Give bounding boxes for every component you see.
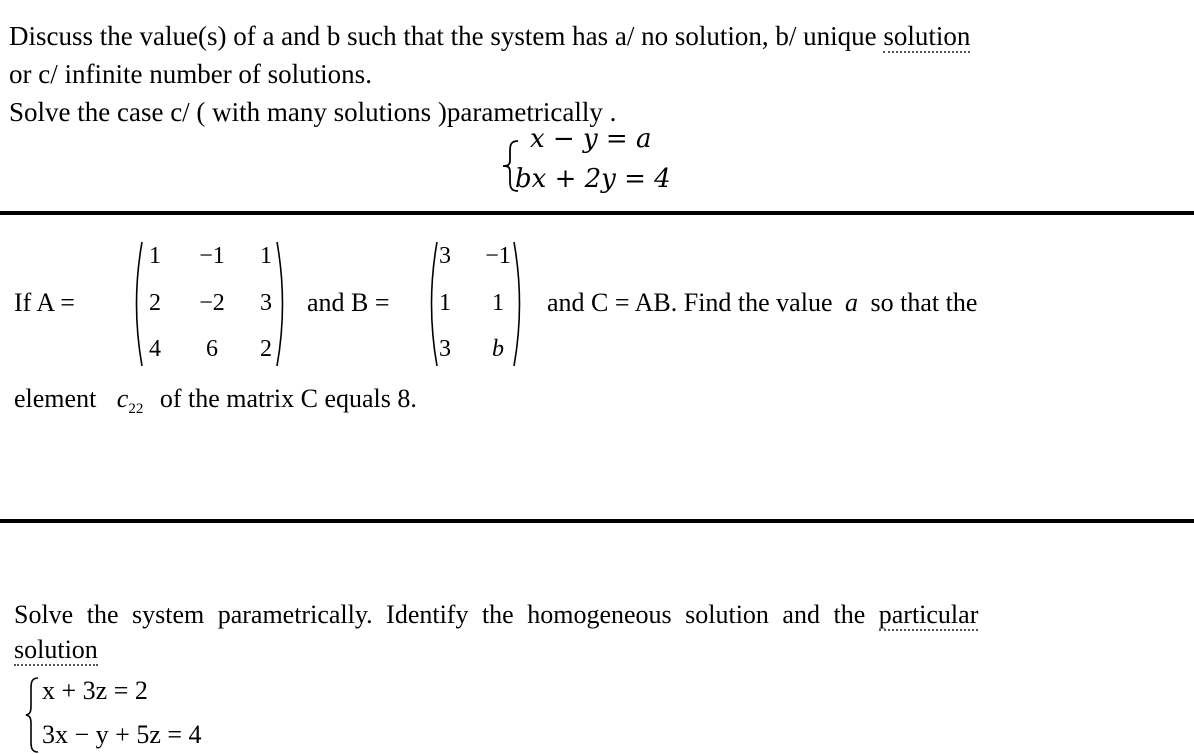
matrix-b-cell: 1 xyxy=(492,290,504,316)
problem-1-line-3: Solve the case c/ ( with many solutions )parametrically . xyxy=(9,97,617,127)
problem-3-line-2-underlined-word: solution xyxy=(14,635,98,664)
matrix-a-cell: 4 xyxy=(149,336,161,362)
equals-text: of the matrix C equals 8. xyxy=(159,384,417,413)
c22-subscript: 22 xyxy=(128,401,144,418)
problem-3-line-1 xyxy=(14,600,978,630)
system-3-equation-1: x + 3z = 2 xyxy=(42,676,148,705)
element-c22-sentence xyxy=(14,384,417,424)
matrix-a-cell: 2 xyxy=(260,336,272,362)
and-b-label: and B = xyxy=(307,288,390,317)
matrix-a-cell: 1 xyxy=(260,243,272,269)
matrix-b-cell: 3 xyxy=(439,243,451,269)
c22-base: c xyxy=(116,384,129,413)
problem-3-line-1-underlined-word: particular xyxy=(878,600,979,629)
matrix-b-cell: b xyxy=(492,336,504,362)
matrix-a-cell: 3 xyxy=(260,290,272,316)
matrix-b-cell: 1 xyxy=(439,290,451,316)
and-c-text: and C = AB. Find the value xyxy=(547,288,833,317)
so-that-text: so that the xyxy=(870,288,978,317)
matrix-a-cell: 6 xyxy=(206,336,218,362)
section-divider-1 xyxy=(0,211,1194,215)
system-3-equation-2: 3x − y + 5z = 4 xyxy=(42,720,202,749)
matrix-a-cell: 2 xyxy=(149,290,161,316)
matrix-b-cell: −1 xyxy=(485,243,511,269)
section-divider-2 xyxy=(0,519,1194,523)
matrix-a-cell: −1 xyxy=(199,243,225,269)
problem-3-line-2 xyxy=(14,635,98,665)
system-1-equation-2: bx + 2y = 4 xyxy=(515,164,671,194)
system-1-equation-1: x − y = a xyxy=(530,124,652,154)
system-3-brace-icon xyxy=(24,676,40,754)
variable-a: a xyxy=(844,288,858,317)
problem-3-line-1-text: Solve the system parametrically. Identify the homogeneous solution and the xyxy=(14,600,866,629)
matrix-a-cell: −2 xyxy=(199,290,225,316)
problem-1-line-1-text: Discuss the value(s) of a and b such that the system has a/ no solution, b/ unique xyxy=(9,21,877,51)
problem-1-line-2: or c/ infinite number of solutions. xyxy=(9,59,372,89)
if-a-label: If A = xyxy=(14,288,75,317)
and-c-sentence xyxy=(547,288,977,318)
element-text: element xyxy=(14,384,97,413)
matrix-a-cell: 1 xyxy=(149,243,161,269)
problem-1-line-1-underlined-word: solution xyxy=(883,21,971,51)
problem-1-line-1 xyxy=(9,20,970,52)
matrix-b-cell: 3 xyxy=(439,336,451,362)
